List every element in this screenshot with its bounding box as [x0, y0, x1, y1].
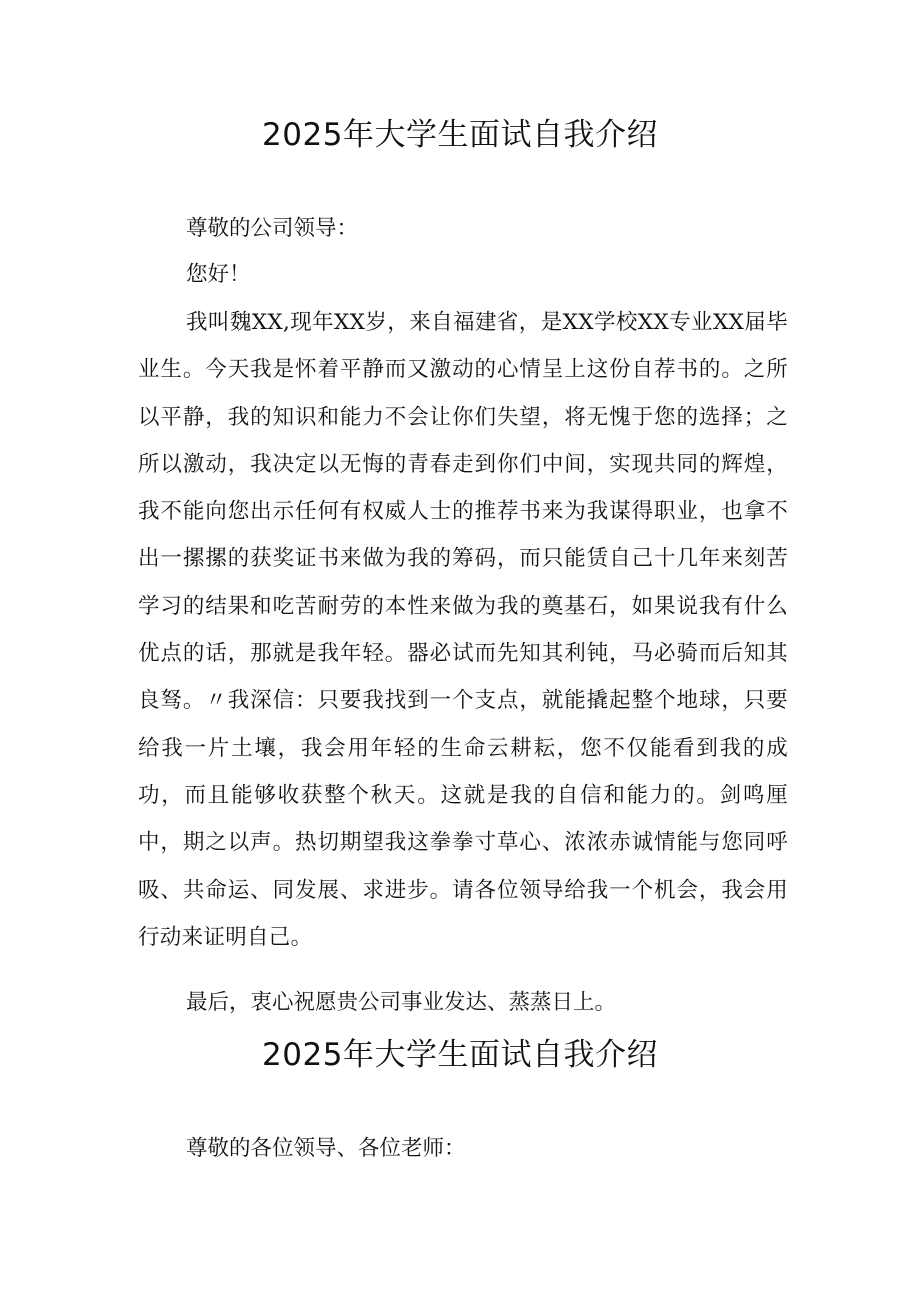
- body-paragraph: 我叫魏XX,现年XX岁，来自福建省，是XX学校XX专业XX届毕业生。今天我是怀着平静而又激动的心情呈上这份自荐书的。之所以平静，我的知识和能力不会让你们失望，将无愧于您的选择；之所以激动，我决定以无悔的青春走到你们中间，实现共同的辉煌，我不能向您出示任何有权威人士的推荐书来为我谋得职业，也拿不出一摞摞的获奖证书来做为我的筹码，而只能赁自己十几年来刻苦学习的结果和吃苦耐劳的本性来做为我的奠基石，如果说我有什么优点的话，那就是我年轻。器必试而先知其利钝，马必骑而后知其良驽。〃我深信：只要我找到一个支点，就能撬起整个地球，只要给我一片土壤，我会用年轻的生命云耕耘，您不仅能看到我的成功，而且能够收获整个秋天。这就是我的自信和能力的。剑鸣厘中，期之以声。热切期望我这拳拳寸草心、浓浓赤诚情能与您同呼吸、共命运、同发展、求进步。请各位领导给我一个机会，我会用行动来证明自己。: [138, 310, 788, 950]
- second-salutation: 尊敬的各位领导、各位老师：: [186, 1136, 466, 1161]
- document-title: 2025年大学生面试自我介绍: [262, 117, 658, 153]
- closing-line: 最后，衷心祝愿贵公司事业发达、蒸蒸日上。: [186, 990, 617, 1015]
- second-document-title: 2025年大学生面试自我介绍: [262, 1037, 658, 1073]
- greeting: 您好！: [186, 262, 251, 287]
- salutation: 尊敬的公司领导：: [186, 216, 359, 241]
